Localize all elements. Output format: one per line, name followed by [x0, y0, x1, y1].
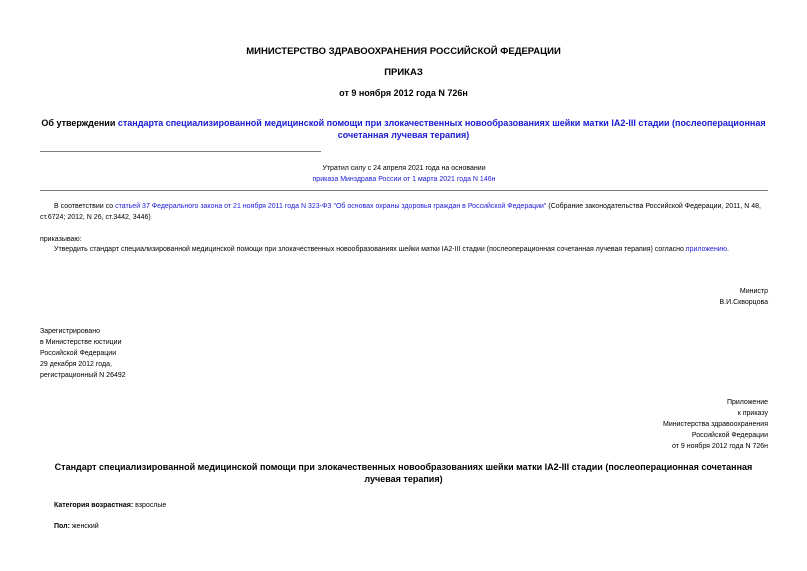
federal-law-link[interactable]: статьей 37 Федерального закона от 21 ноября 2011 года N 323-ФЗ "Об основах охраны здоровья граждан в Российской Федерации": [115, 203, 547, 210]
order-paragraph: [40, 244, 768, 255]
appendix-line: Министерства здравоохранения: [663, 421, 768, 428]
sex-label: Пол:: [54, 523, 70, 530]
signature-block: [568, 286, 768, 308]
preamble-suffix: (Собрание законодательства Российской Федерации, 2011, N 48, ст.6724; 2012, N 26, ст.3442, 3446): [40, 203, 762, 221]
sex-category: [54, 521, 754, 532]
status-line: Утратил силу с 24 апреля 2021 года на основании: [322, 165, 486, 172]
registration-line: Российской Федерации: [40, 350, 117, 357]
ministry-heading: МИНИСТЕРСТВО ЗДРАВООХРАНЕНИЯ РОССИЙСКОЙ ФЕДЕРАЦИИ: [246, 46, 561, 57]
registration-line: в Министерстве юстиции: [40, 339, 122, 346]
age-category-label: Категория возрастная:: [54, 502, 134, 509]
document-type: ПРИКАЗ: [384, 67, 423, 78]
prikazyvayu-text: приказываю:: [40, 236, 82, 243]
registration-block: [40, 326, 240, 381]
sex-value: женский: [69, 523, 99, 530]
appendix-block: [568, 397, 768, 452]
appendix-line: Российской Федерации: [691, 432, 768, 439]
status-note: [300, 163, 508, 185]
order-text: Утвердить стандарт специализированной медицинской помощи при злокачественных новообразованиях шейки матки IA2-III стадии (послеоперационная сочетанная лучевая терапия) согласно: [54, 246, 686, 253]
preamble-paragraph: [40, 201, 768, 223]
age-category: [54, 500, 754, 511]
registration-line: Зарегистрировано: [40, 328, 100, 335]
document-title: [40, 117, 767, 141]
registration-line: регистрационный N 26492: [40, 372, 126, 379]
preamble-prefix: В соответствии со: [54, 203, 116, 210]
status-repeal-link[interactable]: приказа Минздрава России от 1 марта 2021 года N 146н: [312, 176, 496, 183]
document-date-number: от 9 ноября 2012 года N 726н: [339, 88, 468, 98]
appendix-link[interactable]: приложению: [685, 246, 727, 253]
order-end: .: [726, 246, 729, 253]
appendix-line: к приказу: [737, 410, 768, 417]
appendix-line: Приложение: [726, 399, 768, 406]
signature-name: В.И.Скворцова: [719, 299, 768, 306]
title-standard-link[interactable]: стандарта специализированной медицинской помощи при злокачественных новообразованиях шейки матки IA2-III стадии (послеоперационная сочетанная лучевая терапия): [117, 118, 766, 140]
divider-short: [40, 151, 321, 152]
registration-line: 29 декабря 2012 года,: [40, 361, 112, 368]
standard-title: Стандарт специализированной медицинской помощи при злокачественных новообразованиях шейки матки IA2-III стадии (послеоперационная сочетанная лучевая терапия): [54, 462, 753, 484]
signature-position: Министр: [739, 288, 768, 295]
title-prefix: Об утверждении: [41, 118, 118, 128]
appendix-line: от 9 ноября 2012 года N 726н: [672, 443, 768, 450]
age-category-value: взрослые: [133, 502, 167, 509]
divider-full: [40, 190, 768, 191]
